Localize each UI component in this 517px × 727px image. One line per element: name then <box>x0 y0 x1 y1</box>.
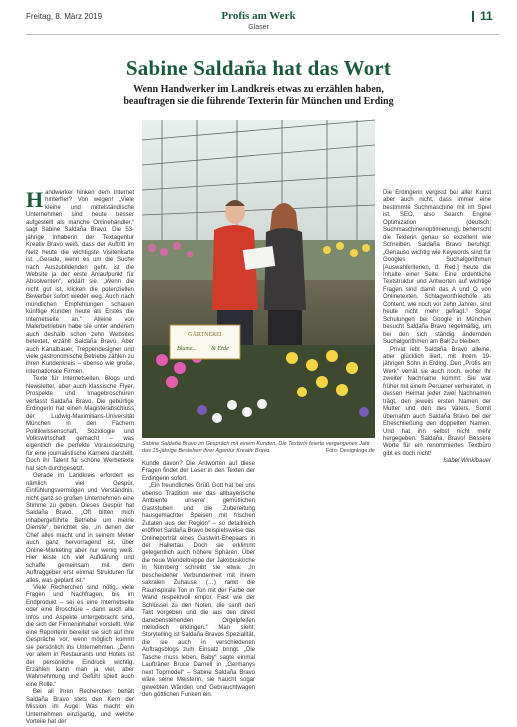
paragraph: „Ein freundliches Grüß Gott hat bei uns ebenso Tradition wie das altbayerische Ambiente unserer gemütlichen Gaststuben und die Zubereitung hausgemachter Speisen mit frischen Zutaten aus der Region“ – so detailreich eröffnet Saldaña Bravo beispielsweise das Onlineporträt eines Gastwirt-Ehepaars in der Hallertau. Doch sie erklimmt gelegentlich auch höhere Sphären. Über die neue Wendeltreppe der Jakobuskirche in Nürnberg schreibt sie etwa: „In bescheidener Verbundenheit mit ihrem sakralen Zuhause (…) rankt die Raumspirale Ton in Ton mit der Farbe der Wand respektvoll empor. Fast wie der Schlüssel zu den Noten, die sanft den Takt vorgeben und die aus den direkt danebenstehenden Orgelpfeifen melodisch erklingen.“ Man sieht: Storytelling ist Saldaña Bravos Spezialität, die sie auch in verschiedenen Auftragsblogs zum Einsatz bringt. „Die Tasche muss leben, Baby“ sagte einmal Laufträner Bruce Darnell in „Germanys next Topmodel“ – Sabine Saldaña Bravo wäre seine Meisterin, sie haucht sogar gewebten Wänden und Gebrauchtwagen den göttlichen Funken ein. <box>142 483 255 699</box>
photo-caption <box>142 441 375 455</box>
article-column-3 <box>383 190 491 465</box>
photo-credit: Foto: Designloge.de <box>325 448 375 454</box>
paragraph: Handwerker hinken dem Internet hinterher? Von wegen! „Viele kleine und mittelständische Unternehmen sind heute besser aufgestellt als manche Onlinehändler,“ sagt Sabine Saldaña Bravo. Die 53-jährige Inhaberin der Textagentur Kreativ Bravo weiß, dass der Auftritt im Netz heute die wichtigste Visitenkarte ist. „Gerade, wenn es um die Suche nach Auszubildenden geht, ist die Website ja der erste Anlaufpunkt für Absolventen“, erklärt sie. „Wenn die nicht gut ist, klicken die potenziellen Bewerber sofort wieder weg. Auch nach mündlichen Empfehlungen schauen künftige Kunden heute als Erstes die Internetseite an.“ Alleine von Malerbetrieben habe sie unter anderem auch deshalb schon zehn Websites betextet, erzählt Saldaña Bravo. Aber auch Kanalbauer, Treppendesigner und viele gastronomische Betriebe zählen zu ihren Kundenkreis – ebenso wie große, internationale Firmen. <box>26 187 134 375</box>
drop-cap: H <box>26 187 44 212</box>
subsection-title: Glaser <box>248 24 269 31</box>
subtitle-line-1: Wenn Handwerker im Landkreis etwas zu erzählen haben, <box>133 84 384 95</box>
article-column-1 <box>26 187 134 726</box>
paragraph: Texte für Internetseiten, Blogs und Newsletter, aber auch klassische Flyer, Prospekte und Imagebroschüren verfasst Saldaña Bravo. Die gebürtige Erdingerin hat einen Magisterabschluss der Ludwig-Maximilians-Universität München in den Fächern Politikwissenschaft, Soziologie und Volkswirtschaft gemacht – was eigentlich die perfekte Voraussetzung für eine journalistische Karriere darstellt. Doch ihr Talent für schöne Werbetexte hat sich durchgesetzt. <box>26 376 134 472</box>
article-title: Sabine Saldaña hat das Wort <box>125 56 392 80</box>
paragraph: Die Erdingerin vergisst bei aller Kunst aber auch nicht, dass immer eine bestimmte Suchmaschine mit im Spiel ist. SEO, also Search Engine Optimization (deutsch: Suchmaschinenoptimierung), beherrscht die Texterin genau so exzellent wie Schreiben. Saldaña Bravo beruhigt: „Genauso wichtig wie Keywords sind für Googles Suchalgorithmen [Auswahlkriterien, d. Red.] heute die Inhalte einer Seite. Eine ordentliche Textstruktur und Antworten auf wichtige Fragen sind damit das A und O von Onlinetexten. Schlagwortfriedhöfe als Content, wie noch vor zehn Jahren, sind heute nicht mehr gefragt.“ Sogar Schulungen bei Google in München besucht Saldaña Bravo regelmäßig, um bei den sich ständig ändernden Suchalgorithmen am Ball zu bleiben. <box>383 190 491 346</box>
article-column-2 <box>142 461 255 704</box>
paragraph: Privat lebt Saldaña Bravo alleine, aber glücklich liiert, mit ihrem 19-jährigen Sohn in Erding. Den „Profis am Werk“ verrät sie auch noch, woher ihr zweiter Nachname kommt: Sie war früher mit einem Peruaner verheiratet, in dessen Heimat jeder zwei Nachnamen trägt, den jeweils ersten Namen der Mutter und den des Vaters. Somit übernahm auch Saldaña Bravo bei der Eheschließung den doppelten Namen. Und hat ihn selbst nicht mehr hergegeben. Saldaña, Bravo! Bessere Worte für ein renommiertes Textbüro gibt es doch nicht! <box>383 346 491 457</box>
paragraph: Bei all ihren Recherchen behält Saldaña Bravo stets den Kern der Mission im Auge: Was macht ein Unternehmen einzigartig, und welche Vorteile hat der <box>26 689 134 726</box>
sign-right-text: & Erde <box>211 346 229 352</box>
subtitle-line-2: beauftragen sie die führende Texterin für München und Erding <box>123 96 394 107</box>
header-rule <box>26 34 499 35</box>
nursery-sign <box>170 325 240 359</box>
paragraph: Gerade im Landkreis erfordert es nämlich viel Gespür, Einfühlungsvermögen und Verständnis, nicht ganz so großen Unternehmen eine Stimme zu geben. Dieses Gespür hat Saldaña Bravo. „Oft bitten mich inhabergeführte Betriebe um meine Dienste“, berichtet sie, „in denen der Chef alles macht und in seinem Metier auch ganz hervorragend ist, über Online-Marketing aber nur wenig weiß. Hier leiste ich viel Aufklärung und schaffe gemeinsam mit dem Auftraggeber erst einmal Strukturen für alles, was geplant ist.“ <box>26 473 134 584</box>
paragraph: Kunde davon? Die Antworten auf diese Fragen findet der Leser in den Texten der Erdingerin sofort. <box>142 461 255 482</box>
author-signature: Isabel Winklbauer <box>443 458 491 465</box>
section-title: Profis am Werk <box>221 10 296 22</box>
paragraph: Viele Recherchen sind nötig, viele Fragen und Nachfragen, bis im Endprodukt – sei es eine Internetseite oder eine Broschüre – dann auch alle Infos und Aspekte untergebracht sind, die sich der Firmeninhaber vorstellt. Wie eine Reporterin bereitet sie sich auf ihre Gespräche vor, wenn möglich kommt sie persönlich ins Unternehmen. „Denn vor allem in Restaurants und Hotels ist der persönliche Eindruck wichtig. Erzählen kann man ja viel, aber Wahrnehmung und Gefühl spielt auch eine Rolle.“ <box>26 585 134 688</box>
sign-main-text: GÄRTNEREI <box>188 332 222 338</box>
article-subtitle <box>60 84 457 108</box>
page-number-divider <box>472 11 474 22</box>
page-number: 11 <box>480 9 493 23</box>
article-photo <box>142 120 375 438</box>
sign-left-text: Blume... <box>177 346 197 352</box>
issue-date: Freitag, 8. März 2019 <box>26 12 103 21</box>
greenhouse-photo <box>142 120 375 438</box>
caption-text: Sabine Saldaña Bravo im Gespräch mit einem Kunden. Die Texterin feierte vergangenes Jahr das 15-jährige Bestehen ihrer Agentur Kreativ Bravo. <box>142 441 370 454</box>
